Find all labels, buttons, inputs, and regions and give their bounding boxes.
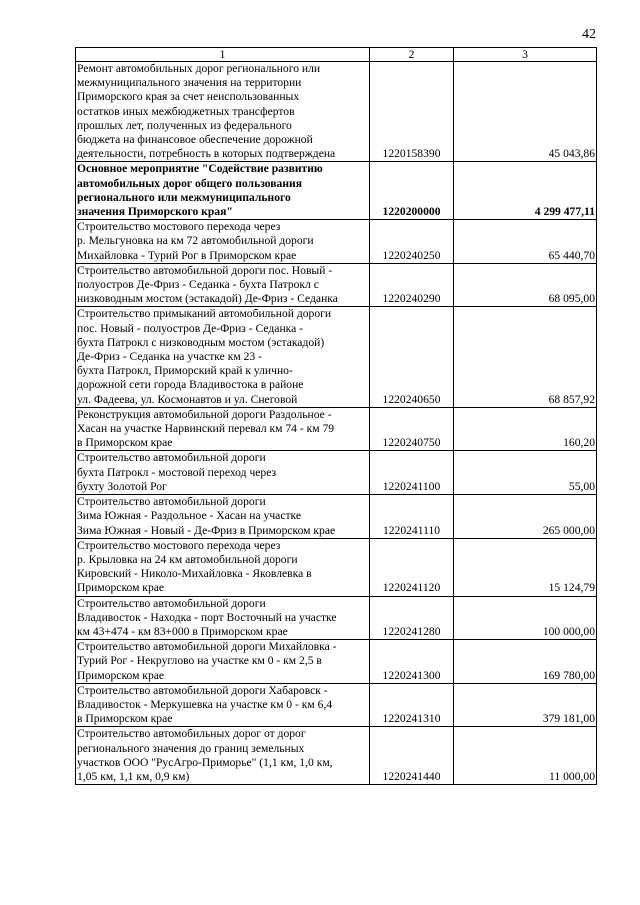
row-description bbox=[76, 162, 370, 220]
column-header-3: 3 bbox=[454, 48, 597, 62]
table-row bbox=[76, 162, 597, 220]
description-line: Турий Рог - Некруглово на участке км 0 - км 2,5 в bbox=[77, 654, 322, 668]
description-line: Строительство примыканий автомобильной дороги bbox=[77, 307, 332, 321]
table-row bbox=[76, 640, 597, 684]
row-description bbox=[76, 495, 370, 539]
description-line: полуостров Де-Фриз - Седанка - бухта Патрокл с bbox=[77, 278, 319, 292]
row-amount: 379 181,00 bbox=[454, 683, 597, 727]
row-description bbox=[76, 263, 370, 307]
row-code: 1220241440 bbox=[370, 727, 454, 785]
description-line: Хасан на участке Нарвинский перевал км 74 - км 79 bbox=[77, 422, 335, 436]
row-description bbox=[76, 451, 370, 495]
description-line: остатков иных межбюджетных трансфертов bbox=[77, 104, 295, 118]
description-line: участков ООО "РусАгро-Приморье" (1,1 км, 1,0 км, bbox=[77, 755, 333, 769]
description-line: р. Мельгуновка на км 72 автомобильной дороги bbox=[77, 234, 314, 248]
row-code: 1220241100 bbox=[370, 451, 454, 495]
row-description bbox=[76, 407, 370, 451]
description-line: Де-Фриз - Седанка на участке км 23 - bbox=[77, 350, 262, 364]
row-amount: 45 043,86 bbox=[454, 62, 597, 162]
description-line: низководным мостом (эстакадой) Де-Фриз - Седанка bbox=[77, 292, 338, 306]
row-code: 1220240290 bbox=[370, 263, 454, 307]
description-line: в Приморском крае bbox=[77, 436, 173, 450]
description-line: бухта Патрокл - мостовой переход через bbox=[77, 465, 277, 479]
table-row bbox=[76, 62, 597, 162]
description-line: Ремонт автомобильных дорог регионального или bbox=[77, 62, 321, 75]
description-line: Строительство автомобильной дороги пос. Новый - bbox=[77, 263, 333, 277]
row-amount: 68 095,00 bbox=[454, 263, 597, 307]
row-amount: 55,00 bbox=[454, 451, 597, 495]
description-line: Строительство автомобильной дороги bbox=[77, 596, 266, 610]
description-line: бухту Золотой Рог bbox=[77, 479, 167, 493]
description-line: Владивосток - Меркушевка на участке км 0 - км 6,4 bbox=[77, 697, 333, 711]
table-body bbox=[76, 62, 597, 785]
description-line: р. Крыловка на 24 км автомобильной дороги bbox=[77, 552, 298, 566]
description-line: дорожной сети города Владивостока в районе bbox=[77, 378, 304, 392]
table-row bbox=[76, 596, 597, 640]
description-line: пос. Новый - полуостров Де-Фриз - Седанка - bbox=[77, 321, 304, 335]
description-line: Владивосток - Находка - порт Восточный на участке bbox=[77, 610, 337, 624]
row-amount: 68 857,92 bbox=[454, 307, 597, 407]
row-description bbox=[76, 683, 370, 727]
description-line: прошлых лет, полученных из федерального bbox=[77, 118, 292, 132]
description-line: регионального значения до границ земельных bbox=[77, 741, 305, 755]
row-code: 1220240750 bbox=[370, 407, 454, 451]
row-description bbox=[76, 640, 370, 684]
row-amount: 100 000,00 bbox=[454, 596, 597, 640]
description-line: бухта Патрокл с низководным мостом (эстакадой) bbox=[77, 335, 325, 349]
description-line: деятельности, потребность в которых подтверждена bbox=[77, 147, 336, 161]
description-line: ул. Фадеева, ул. Космонавтов и ул. Снеговой bbox=[77, 392, 298, 406]
budget-table bbox=[75, 47, 597, 785]
description-line: км 43+474 - км 83+000 в Приморском крае bbox=[77, 624, 288, 638]
page-number: 42 bbox=[582, 27, 596, 42]
table-row bbox=[76, 407, 597, 451]
row-description bbox=[76, 596, 370, 640]
row-amount: 160,20 bbox=[454, 407, 597, 451]
description-line: бухта Патрокл, Приморский край к улично- bbox=[77, 364, 293, 378]
description-line: регионального или межмуниципального bbox=[77, 190, 291, 204]
row-amount: 169 780,00 bbox=[454, 640, 597, 684]
row-code: 1220240250 bbox=[370, 220, 454, 264]
row-description bbox=[76, 307, 370, 407]
description-line: Основное мероприятие "Содействие развитию bbox=[77, 162, 323, 176]
row-amount: 65 440,70 bbox=[454, 220, 597, 264]
row-code: 1220158390 bbox=[370, 62, 454, 162]
table-row bbox=[76, 307, 597, 407]
description-line: Строительство автомобильных дорог от дорог bbox=[77, 727, 306, 741]
description-line: межмуниципального значения на территории bbox=[77, 76, 302, 90]
row-code: 1220200000 bbox=[370, 162, 454, 220]
table-row bbox=[76, 495, 597, 539]
description-line: Реконструкция автомобильной дороги Раздольное - bbox=[77, 407, 332, 421]
row-code: 1220240650 bbox=[370, 307, 454, 407]
table-row bbox=[76, 727, 597, 785]
row-code: 1220241120 bbox=[370, 538, 454, 596]
description-line: Приморского края за счет неиспользованных bbox=[77, 90, 300, 104]
description-line: Зима Южная - Раздольное - Хасан на участке bbox=[77, 509, 302, 523]
row-description bbox=[76, 727, 370, 785]
table-row bbox=[76, 538, 597, 596]
description-line: Приморском крае bbox=[77, 668, 165, 682]
table-row bbox=[76, 263, 597, 307]
column-header-2: 2 bbox=[370, 48, 454, 62]
description-line: Приморском крае bbox=[77, 581, 165, 595]
row-code: 1220241110 bbox=[370, 495, 454, 539]
row-code: 1220241310 bbox=[370, 683, 454, 727]
table-row bbox=[76, 451, 597, 495]
row-code: 1220241300 bbox=[370, 640, 454, 684]
description-line: Строительство автомобильной дороги Хабаровск - bbox=[77, 683, 328, 697]
description-line: в Приморском крае bbox=[77, 712, 173, 726]
description-line: Строительство автомобильной дороги Михайловка - bbox=[77, 640, 337, 654]
row-code: 1220241280 bbox=[370, 596, 454, 640]
description-line: Кировский - Николо-Михайловка - Яковлевка в bbox=[77, 567, 312, 581]
row-description bbox=[76, 62, 370, 162]
description-line: бюджета на финансовое обеспечение дорожной bbox=[77, 133, 313, 147]
row-amount: 4 299 477,11 bbox=[454, 162, 597, 220]
description-line: Строительство автомобильной дороги bbox=[77, 495, 266, 509]
table-row bbox=[76, 220, 597, 264]
description-line: Строительство мостового перехода через bbox=[77, 220, 281, 234]
description-line: Строительство мостового перехода через bbox=[77, 538, 281, 552]
description-line: 1,05 км, 1,1 км, 0,9 км) bbox=[77, 769, 190, 783]
description-line: Зима Южная - Новый - Де-Фриз в Приморском крае bbox=[77, 523, 336, 537]
column-header-1: 1 bbox=[76, 48, 370, 62]
description-line: автомобильных дорог общего пользования bbox=[77, 176, 302, 190]
table-header-row bbox=[76, 48, 597, 62]
row-description bbox=[76, 220, 370, 264]
row-amount: 11 000,00 bbox=[454, 727, 597, 785]
description-line: значения Приморского края" bbox=[77, 205, 233, 219]
description-line: Строительство автомобильной дороги bbox=[77, 451, 266, 465]
row-description bbox=[76, 538, 370, 596]
row-amount: 265 000,00 bbox=[454, 495, 597, 539]
table-row bbox=[76, 683, 597, 727]
row-amount: 15 124,79 bbox=[454, 538, 597, 596]
description-line: Михайловка - Турий Рог в Приморском крае bbox=[77, 248, 297, 262]
